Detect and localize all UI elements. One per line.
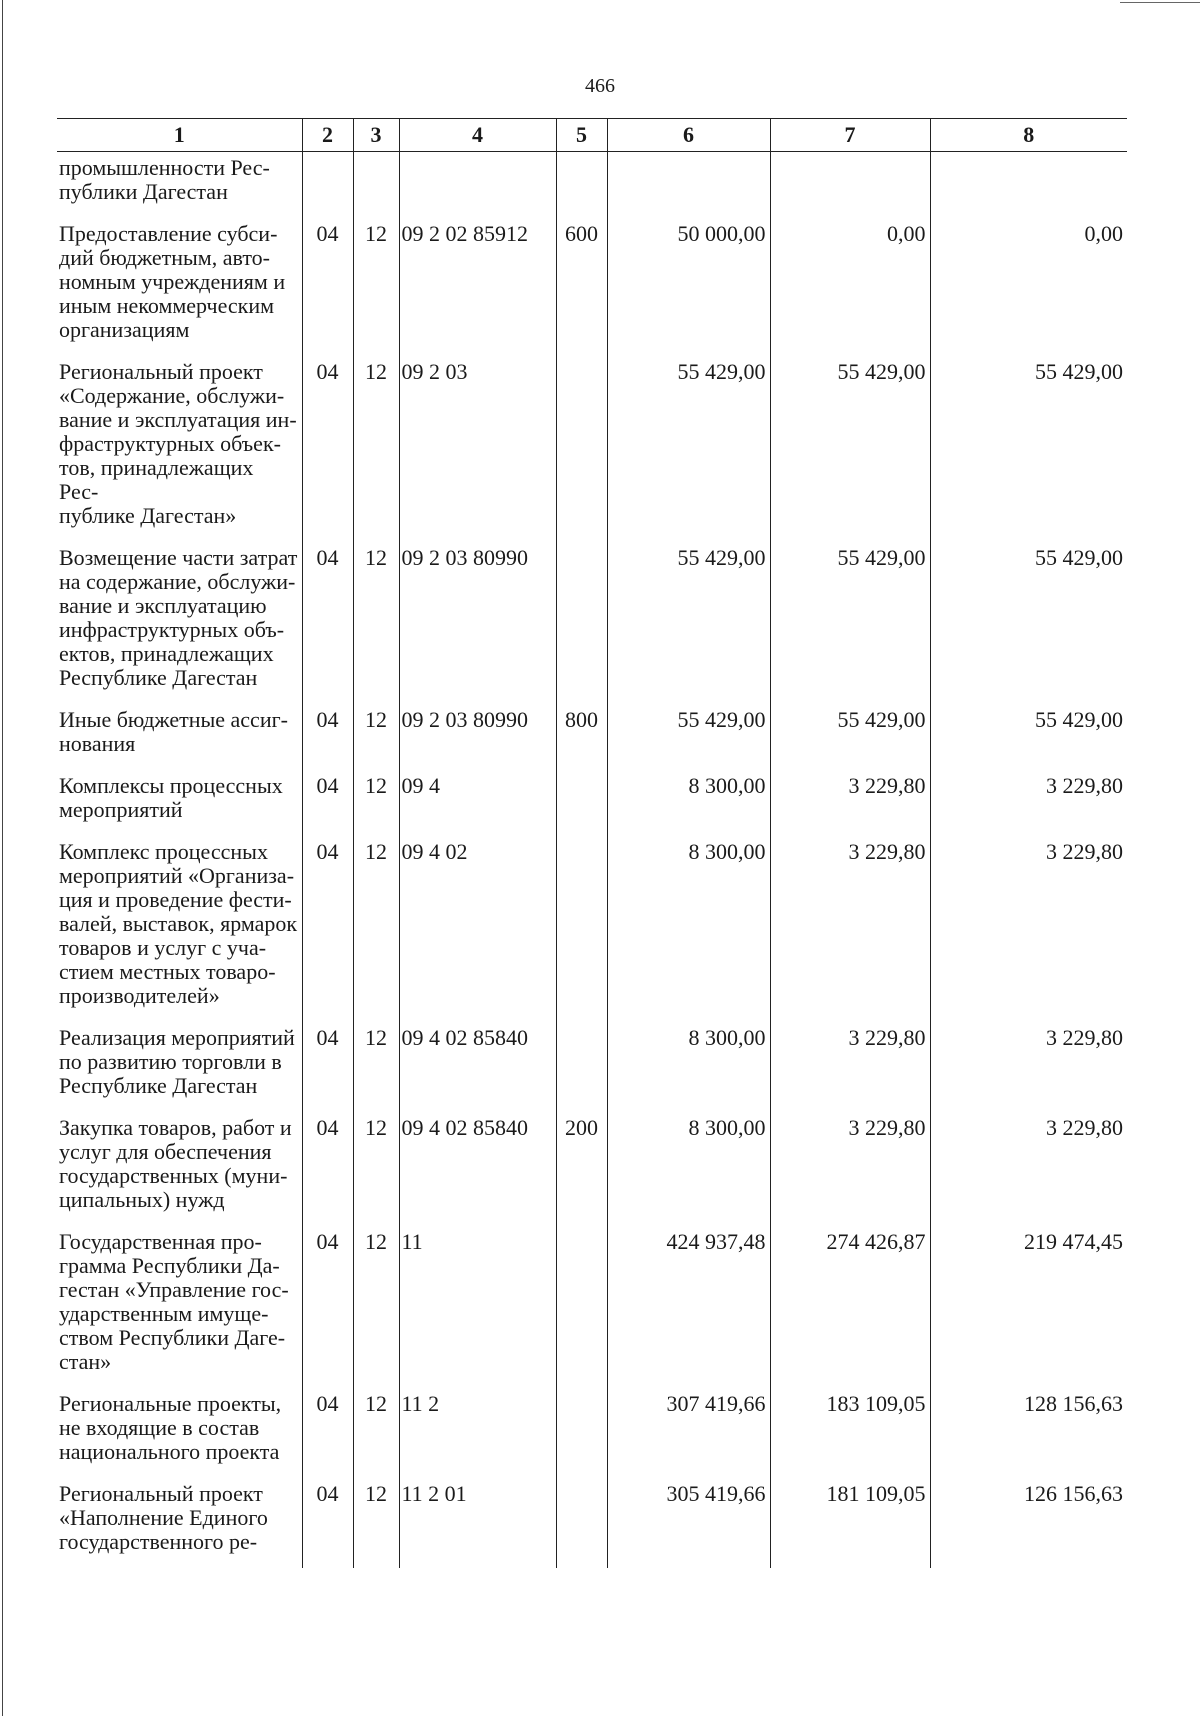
section-code: 04 — [302, 766, 353, 832]
expense-type-code — [556, 1222, 607, 1384]
target-article-code: 09 4 — [399, 766, 556, 832]
item-name: промышленности Рес- публики Дагестан — [59, 155, 270, 204]
column-header-3: 3 — [353, 119, 399, 152]
section-code: 04 — [302, 1384, 353, 1474]
page-number: 466 — [585, 75, 615, 97]
table-row — [57, 352, 1127, 538]
table-row — [57, 1384, 1127, 1474]
subsection-code: 12 — [353, 766, 399, 832]
target-article-code: 09 4 02 85840 — [399, 1018, 556, 1108]
item-name: Региональный проект «Содержание, обслужи- вание и эксплуатация ин- фраструктурных объек- тов, принадлежащих Рес- публике Дагестан» — [59, 359, 297, 528]
section-code: 04 — [302, 832, 353, 1018]
section-code: 04 — [302, 1474, 353, 1568]
table-row — [57, 1222, 1127, 1384]
amount-col-8 — [930, 152, 1127, 215]
amount-col-6: 8 300,00 — [607, 766, 770, 832]
column-header-7: 7 — [770, 119, 930, 152]
amount-col-8: 128 156,63 — [930, 1384, 1127, 1474]
target-article-code: 09 4 02 85840 — [399, 1108, 556, 1222]
amount-col-7: 3 229,80 — [770, 1018, 930, 1108]
amount-col-8: 0,00 — [930, 214, 1127, 352]
subsection-code: 12 — [353, 352, 399, 538]
subsection-code: 12 — [353, 1384, 399, 1474]
subsection-code: 12 — [353, 700, 399, 766]
column-header-1: 1 — [57, 119, 302, 152]
amount-col-7: 181 109,05 — [770, 1474, 930, 1568]
amount-col-6: 305 419,66 — [607, 1474, 770, 1568]
table-row — [57, 214, 1127, 352]
amount-col-7 — [770, 152, 930, 215]
expense-type-code — [556, 538, 607, 700]
target-article-code: 09 2 02 85912 — [399, 214, 556, 352]
amount-col-7: 183 109,05 — [770, 1384, 930, 1474]
item-name: Государственная про- грамма Республики Да- гестан «Управление гос- ударственным имуще- ством Республики Даге- стан» — [59, 1229, 289, 1374]
expense-type-code — [556, 352, 607, 538]
item-name: Комплекс процессных мероприятий «Организа- ция и проведение фести- валей, выставок, ярмарок товаров и услуг с уча- стием местных товаро- производителей» — [59, 839, 298, 1008]
amount-col-7: 3 229,80 — [770, 766, 930, 832]
amount-col-6: 8 300,00 — [607, 832, 770, 1018]
table-row — [57, 1474, 1127, 1568]
item-name: Иные бюджетные ассиг- нования — [59, 707, 288, 756]
target-article-code: 09 2 03 — [399, 352, 556, 538]
item-name: Возмещение части затрат на содержание, обслужи- вание и эксплуатацию инфраструктурных объ- ектов, принадлежащих Республике Дагестан — [59, 545, 298, 690]
subsection-code: 12 — [353, 832, 399, 1018]
column-header-5: 5 — [556, 119, 607, 152]
amount-col-6: 55 429,00 — [607, 538, 770, 700]
section-code: 04 — [302, 700, 353, 766]
amount-col-7: 3 229,80 — [770, 832, 930, 1018]
subsection-code — [353, 152, 399, 215]
table-row — [57, 832, 1127, 1018]
section-code — [302, 152, 353, 215]
column-header-8: 8 — [930, 119, 1127, 152]
expense-type-code — [556, 1384, 607, 1474]
expense-type-code — [556, 766, 607, 832]
amount-col-8: 3 229,80 — [930, 832, 1127, 1018]
amount-col-6: 8 300,00 — [607, 1018, 770, 1108]
amount-col-6: 307 419,66 — [607, 1384, 770, 1474]
section-code: 04 — [302, 214, 353, 352]
expense-type-code: 200 — [556, 1108, 607, 1222]
amount-col-7: 55 429,00 — [770, 538, 930, 700]
amount-col-8: 3 229,80 — [930, 766, 1127, 832]
amount-col-7: 55 429,00 — [770, 352, 930, 538]
amount-col-8: 3 229,80 — [930, 1108, 1127, 1222]
amount-col-8: 55 429,00 — [930, 352, 1127, 538]
table-row — [57, 1018, 1127, 1108]
column-header-6: 6 — [607, 119, 770, 152]
item-name: Региональный проект «Наполнение Единого государственного ре- — [59, 1481, 268, 1554]
expense-type-code: 600 — [556, 214, 607, 352]
budget-table — [57, 118, 1127, 1568]
section-code: 04 — [302, 352, 353, 538]
target-article-code: 09 2 03 80990 — [399, 700, 556, 766]
target-article-code: 11 — [399, 1222, 556, 1384]
amount-col-7: 0,00 — [770, 214, 930, 352]
amount-col-8: 55 429,00 — [930, 700, 1127, 766]
subsection-code: 12 — [353, 538, 399, 700]
table-row — [57, 538, 1127, 700]
column-header-2: 2 — [302, 119, 353, 152]
item-name: Закупка товаров, работ и услуг для обеспечения государственных (муни- ципальных) нужд — [59, 1115, 292, 1212]
section-code: 04 — [302, 538, 353, 700]
amount-col-7: 274 426,87 — [770, 1222, 930, 1384]
item-name: Реализация мероприятий по развитию торговли в Республике Дагестан — [59, 1025, 295, 1098]
amount-col-6: 50 000,00 — [607, 214, 770, 352]
subsection-code: 12 — [353, 1222, 399, 1384]
amount-col-8: 126 156,63 — [930, 1474, 1127, 1568]
table-header-row — [57, 119, 1127, 152]
subsection-code: 12 — [353, 214, 399, 352]
table-row — [57, 766, 1127, 832]
table-row — [57, 152, 1127, 215]
table-row — [57, 1108, 1127, 1222]
expense-type-code — [556, 832, 607, 1018]
amount-col-6: 424 937,48 — [607, 1222, 770, 1384]
subsection-code: 12 — [353, 1108, 399, 1222]
expense-type-code — [556, 152, 607, 215]
target-article-code: 11 2 01 — [399, 1474, 556, 1568]
amount-col-7: 55 429,00 — [770, 700, 930, 766]
table-row — [57, 700, 1127, 766]
scan-edge-line — [2, 0, 3, 1716]
target-article-code — [399, 152, 556, 215]
subsection-code: 12 — [353, 1018, 399, 1108]
section-code: 04 — [302, 1018, 353, 1108]
column-header-4: 4 — [399, 119, 556, 152]
item-name: Региональные проекты, не входящие в состав национального проекта — [59, 1391, 282, 1464]
item-name: Комплексы процессных мероприятий — [59, 773, 283, 822]
expense-type-code — [556, 1474, 607, 1568]
target-article-code: 11 2 — [399, 1384, 556, 1474]
expense-type-code: 800 — [556, 700, 607, 766]
amount-col-6: 8 300,00 — [607, 1108, 770, 1222]
table-body — [57, 152, 1127, 1569]
section-code: 04 — [302, 1222, 353, 1384]
amount-col-7: 3 229,80 — [770, 1108, 930, 1222]
section-code: 04 — [302, 1108, 353, 1222]
amount-col-8: 55 429,00 — [930, 538, 1127, 700]
amount-col-6: 55 429,00 — [607, 700, 770, 766]
subsection-code: 12 — [353, 1474, 399, 1568]
item-name: Предоставление субси- дий бюджетным, авто- номным учреждениям и иным некоммерческим организациям — [59, 221, 286, 342]
amount-col-8: 219 474,45 — [930, 1222, 1127, 1384]
amount-col-8: 3 229,80 — [930, 1018, 1127, 1108]
expense-type-code — [556, 1018, 607, 1108]
amount-col-6 — [607, 152, 770, 215]
amount-col-6: 55 429,00 — [607, 352, 770, 538]
target-article-code: 09 2 03 80990 — [399, 538, 556, 700]
scan-top-line — [1120, 2, 1200, 3]
target-article-code: 09 4 02 — [399, 832, 556, 1018]
